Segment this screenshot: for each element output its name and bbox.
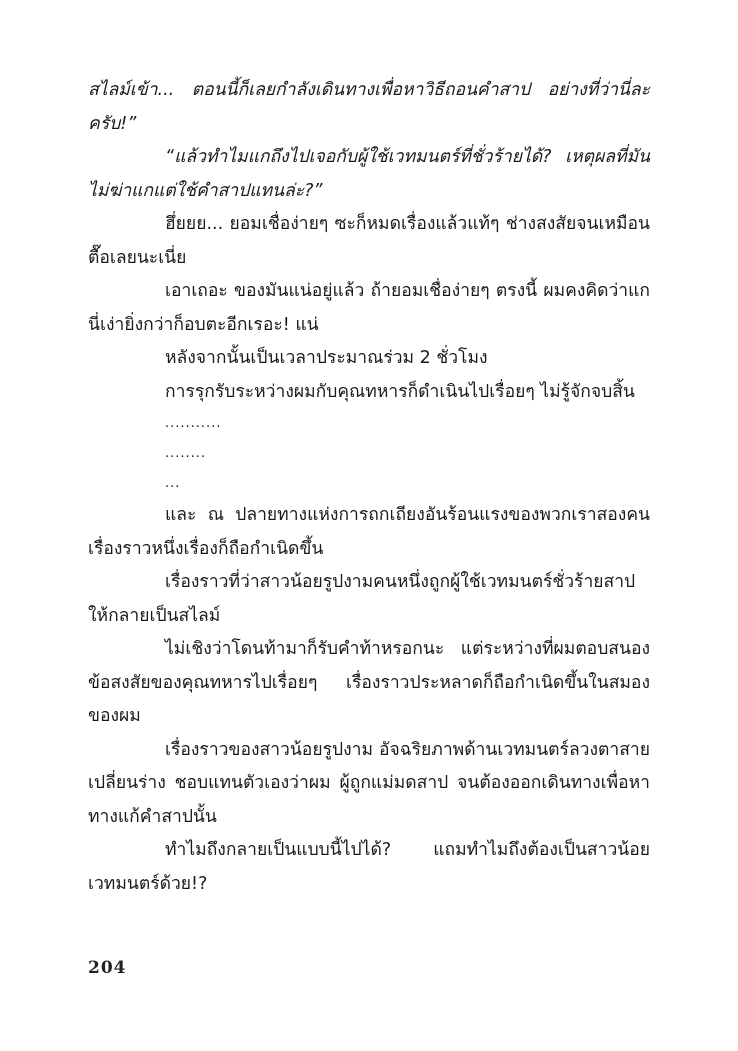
paragraph-4: เอาเถอะ ของมันแน่อยู่แล้ว ถ้ายอมเชื่อง่ายๆ ตรงนี้ ผมคงคิดว่าแกนี่เง่ายิ่งกว่าก็อบตะอีกเรอะ! แน่ <box>88 281 650 335</box>
paragraph-1: สไลม์เข้า... ตอนนี้ก็เลยกำลังเดินทางเพื่อหาวิธีถอนคำสาป อย่างที่ว่านี่ละครับ!” <box>88 80 650 134</box>
ellipsis-line-3: ... <box>165 476 181 491</box>
paragraph-2: “แล้วทำไมแกถึงไปเจอกับผู้ใช้เวทมนตร์ที่ชั่วร้ายได้? เหตุผลที่มันไม่ฆ่าแกแต่ใช้คำสาปแทนล่ะ?” <box>88 147 650 201</box>
paragraph-10: เรื่องราวของสาวน้อยรูปงาม อัจฉริยภาพด้านเวทมนตร์ลวงตาสายเปลี่ยนร่าง ชอบแทนตัวเองว่าผม ผู้ถูกแม่มดสาป จนต้องออกเดินทางเพื่อหาทางแก้คำสาปนั้น <box>88 739 650 827</box>
paragraph-11: ทำไมถึงกลายเป็นแบบนี้ไปได้? แถมทำไมถึงต้องเป็นสาวน้อยเวทมนตร์ด้วย!? <box>88 840 650 894</box>
paragraph-5: หลังจากนั้นเป็นเวลาประมาณร่วม 2 ชั่วโมง <box>165 348 488 368</box>
ellipsis-line-1: ........... <box>165 416 222 431</box>
page-body <box>88 74 650 901</box>
paragraph-7: และ ณ ปลายทางแห่งการถกเถียงอันร้อนแรงของพวกเราสองคน เรื่องราวหนึ่งเรื่องก็ถือกำเนิดขึ้น <box>88 505 650 559</box>
paragraph-6: การรุกรับระหว่างผมกับคุณทหารก็ดำเนินไปเรื่อยๆ ไม่รู้จักจบสิ้น <box>165 381 635 402</box>
ellipsis-line-2: ........ <box>165 446 207 461</box>
paragraph-8: เรื่องราวที่ว่าสาวน้อยรูปงามคนหนึ่งถูกผู้ใช้เวทมนตร์ชั่วร้ายสาปให้กลายเป็นสไลม์ <box>88 572 636 626</box>
paragraph-3: ฮึ่ยยย... ยอมเชื่อง่ายๆ ซะก็หมดเรื่องแล้วแท้ๆ ช่างสงสัยจนเหมือนตื๊อเลยนะเนี่ย <box>88 214 650 268</box>
page-number: 204 <box>88 958 127 978</box>
paragraph-9: ไม่เชิงว่าโดนท้ามาก็รับคำท้าหรอกนะ แต่ระหว่างที่ผมตอบสนองข้อสงสัยของคุณทหารไปเรื่อยๆ เรื่องราวประหลาดก็ถือกำเนิดขึ้นในสมองของผม <box>88 639 650 726</box>
